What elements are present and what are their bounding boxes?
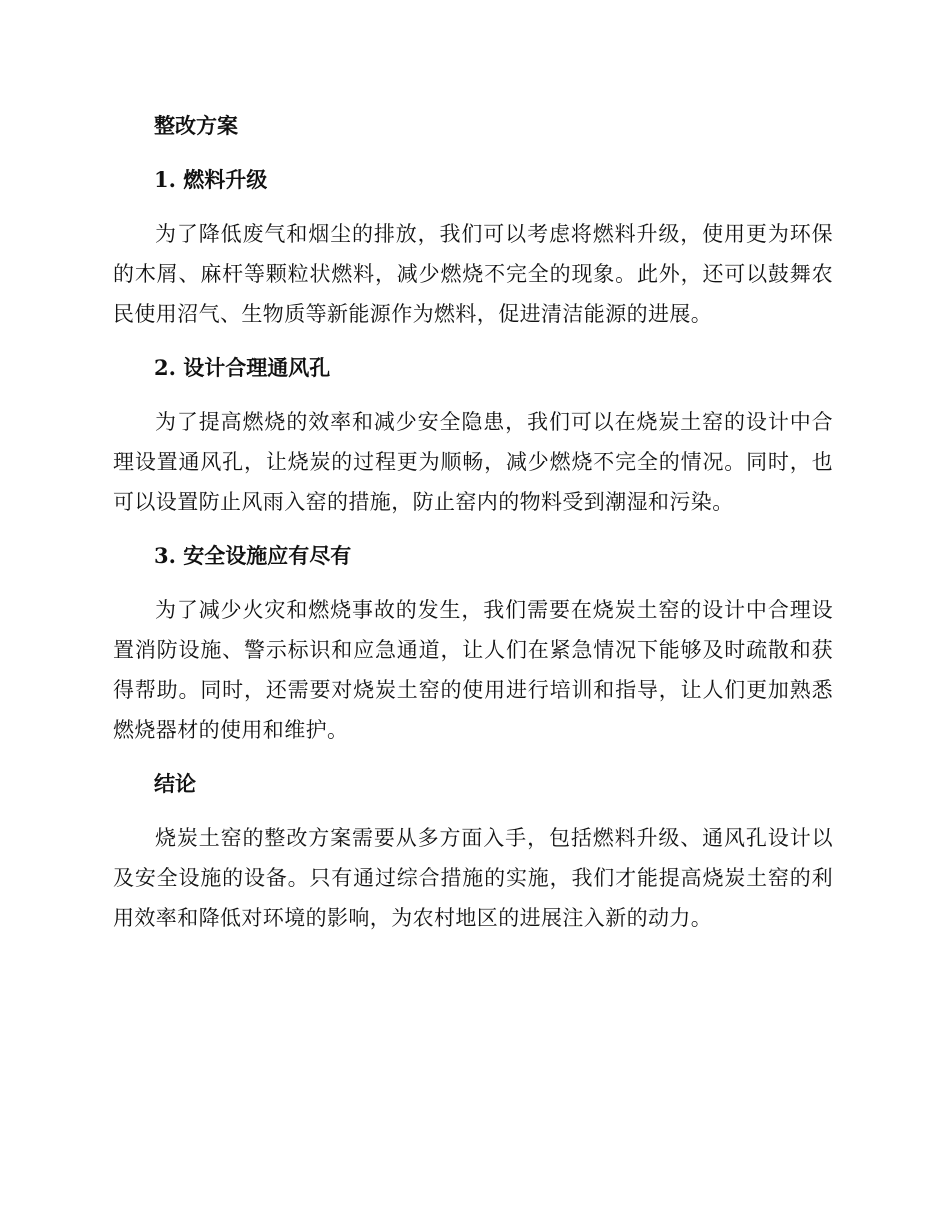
- item-body-ventilation: 为了提高燃烧的效率和减少安全隐患，我们可以在烧炭土窑的设计中合理设置通风孔，让烧炭的过程更为顺畅，减少燃烧不完全的情况。同时，也可以设置防止风雨入窑的措施，防止窑内的物料受到潮湿和污染。: [113, 410, 833, 514]
- conclusion-body: 烧炭土窑的整改方案需要从多方面入手，包括燃料升级、通风孔设计以及安全设施的设备。只有通过综合措施的实施，我们才能提高烧炭土窑的利用效率和降低对环境的影响，为农村地区的进展注入新的动力。: [113, 826, 833, 930]
- item-heading-safety: 3. 安全设施应有尽有: [154, 543, 352, 568]
- item-body-fuel: 为了降低废气和烟尘的排放，我们可以考虑将燃料升级，使用更为环保的木屑、麻杆等颗粒状燃料，减少燃烧不完全的现象。此外，还可以鼓舞农民使用沼气、生物质等新能源作为燃料，促进清洁能源的进展。: [113, 222, 833, 326]
- item-heading-fuel: 1. 燃料升级: [154, 167, 268, 192]
- item-heading-ventilation: 2. 设计合理通风孔: [154, 355, 331, 380]
- item-body-safety: 为了减少火灾和燃烧事故的发生，我们需要在烧炭土窑的设计中合理设置消防设施、警示标识和应急通道，让人们在紧急情况下能够及时疏散和获得帮助。同时，还需要对烧炭土窑的使用进行培训和指导，让人们更加熟悉燃烧器材的使用和维护。: [113, 598, 833, 742]
- document-body: [113, 106, 833, 938]
- conclusion-title: 结论: [154, 771, 196, 796]
- section-title: 整改方案: [154, 113, 238, 138]
